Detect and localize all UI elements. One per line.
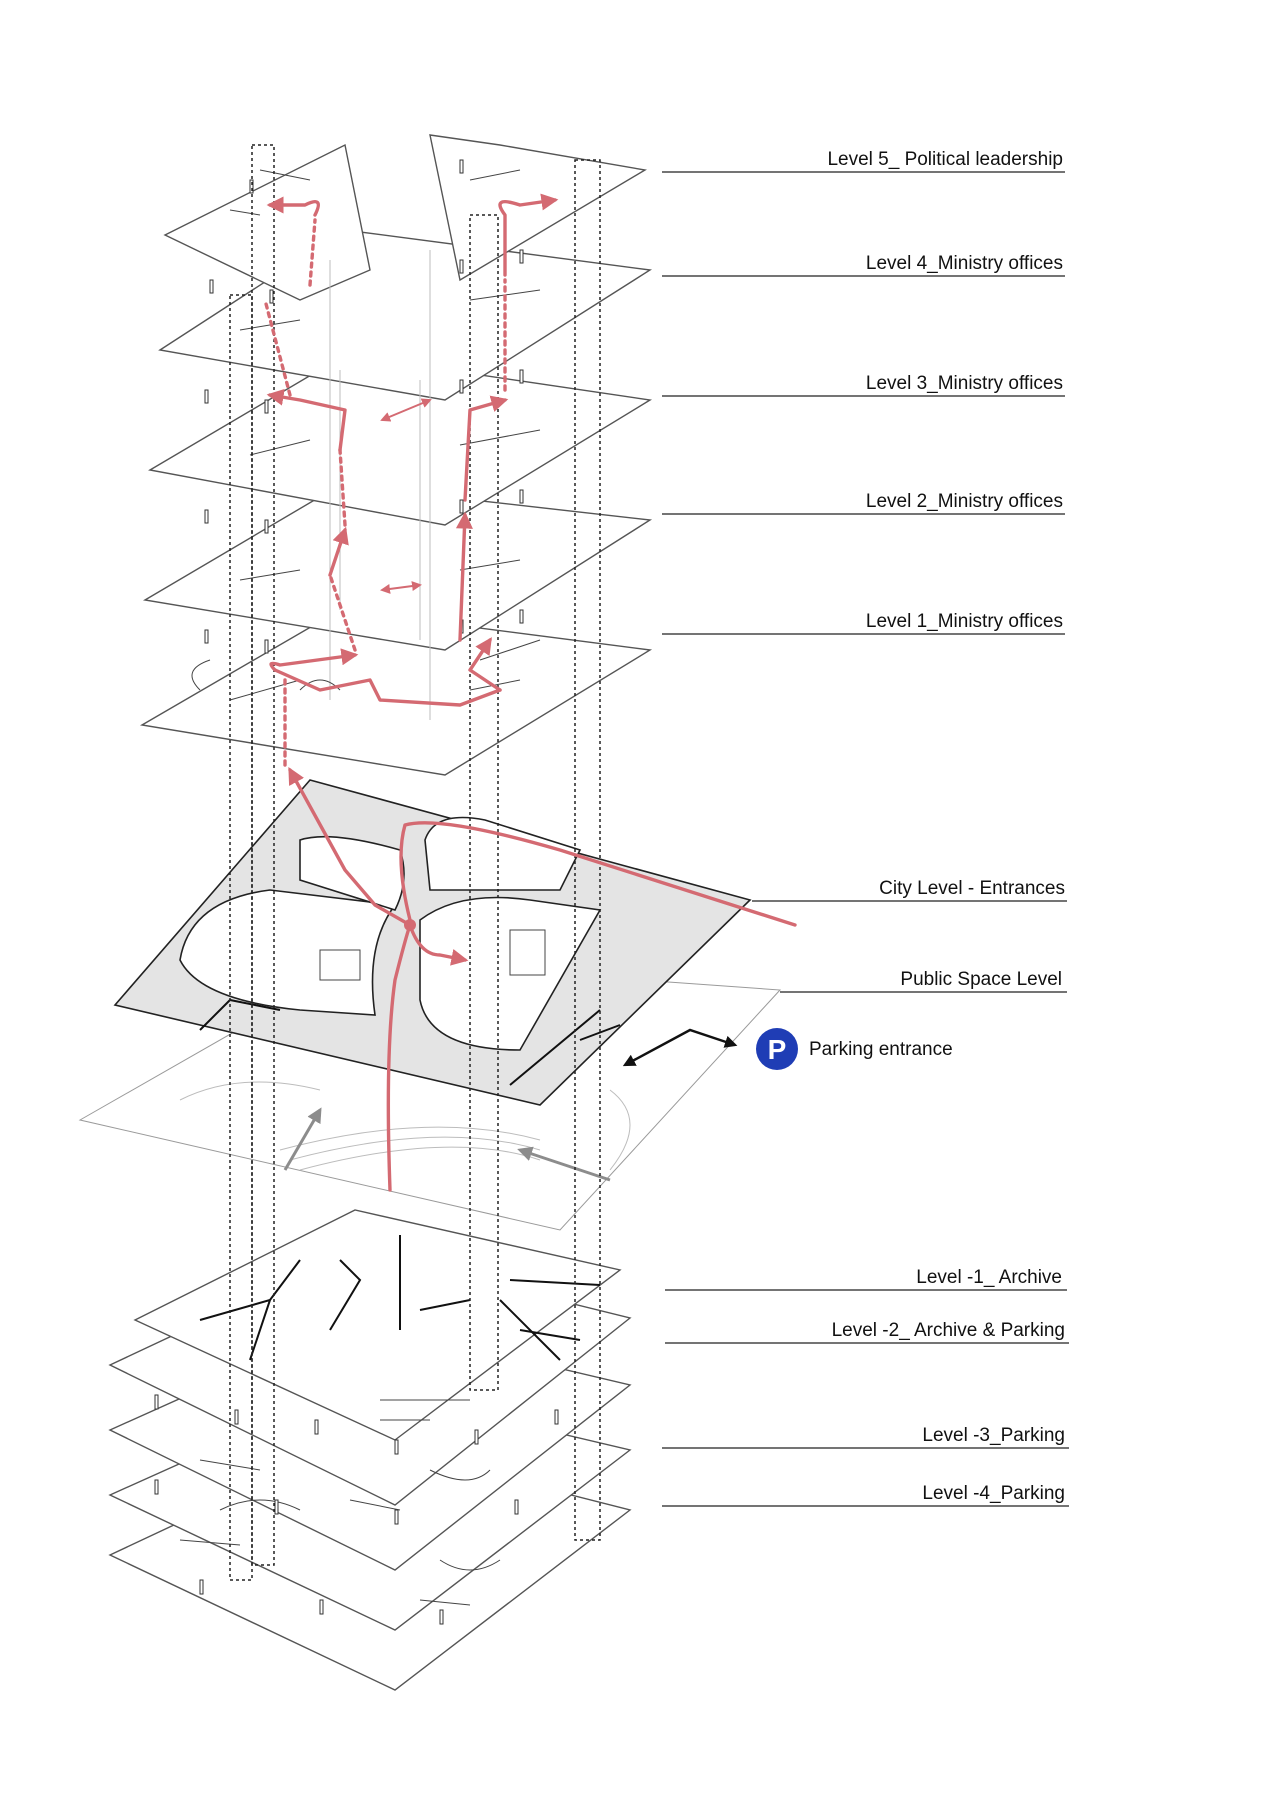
basement-plates	[110, 1210, 630, 1690]
label-level-2: Level 2_Ministry offices	[865, 491, 1063, 512]
label-level-minus-2: Level -2_ Archive & Parking	[831, 1320, 1065, 1341]
label-level-1: Level 1_Ministry offices	[865, 611, 1063, 632]
label-level-minus-4: Level -4_Parking	[922, 1483, 1065, 1504]
label-level-minus-1: Level -1_ Archive	[916, 1267, 1062, 1288]
parking-entrance-label: Parking entrance	[809, 1039, 953, 1060]
label-level-5: Level 5_ Political leadership	[827, 149, 1063, 170]
level-labels	[662, 149, 1069, 1506]
label-level-minus-3: Level -3_Parking	[922, 1425, 1065, 1446]
label-public-space: Public Space Level	[900, 969, 1062, 990]
parking-badge-letter: P	[767, 1034, 787, 1065]
plate-level-5-left	[165, 145, 370, 300]
label-city-level: City Level - Entrances	[879, 878, 1065, 899]
label-level-3: Level 3_Ministry offices	[865, 373, 1063, 394]
office-plates	[142, 135, 650, 775]
label-level-4: Level 4_Ministry offices	[865, 253, 1063, 274]
